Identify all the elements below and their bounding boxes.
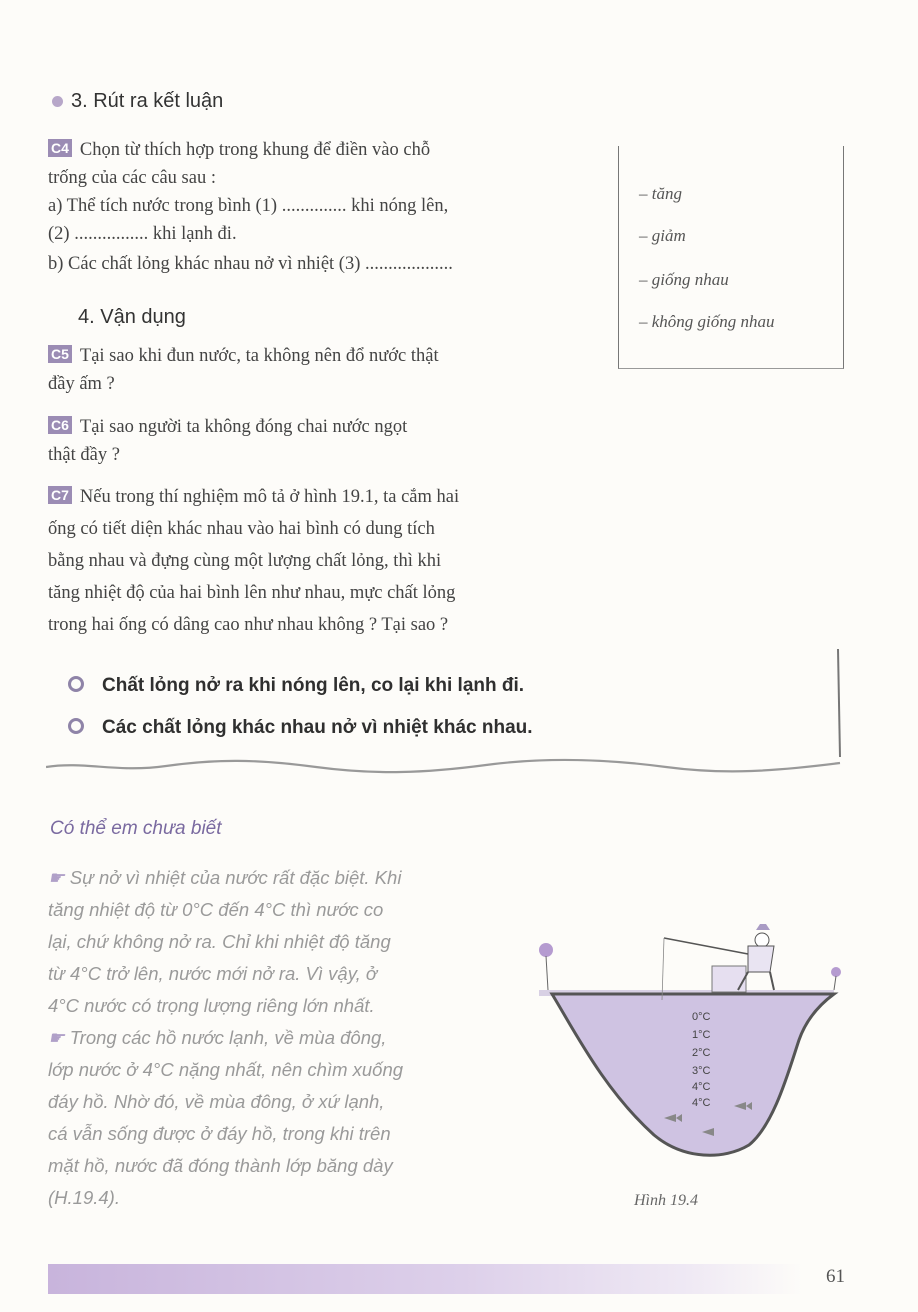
conclusion-2: Các chất lỏng khác nhau nở vì nhiệt khác nhau. [68,717,533,739]
c5-tag: C5 [48,345,72,363]
did-you-know-title: Có thể em chưa biết [50,818,222,839]
question-c6: C6 Tại sao người ta không đóng chai nước ngọt thật đầy ? [48,417,408,465]
temp-label: 0°C [692,1011,711,1023]
pointer-icon: ☛ [48,867,70,888]
did-you-know-text: ☛ Sự nở vì nhiệt của nước rất đặc biệt. Khi tăng nhiệt độ từ 0°C đến 4°C thì nước co lại, chứ không nở ra. Chỉ khi nhiệt độ tăng từ 4°C trở lên, nước mới nở ra. Vì vậy, ở 4°C nước có trọng lượng riêng lớn nhất. ☛ Trong các hồ nước lạnh, về mùa đông, lớp nước ở 4°C nặng nhất, nên chìm xuống đáy hồ. Nhờ đó, về mùa đông, ở xứ lạnh, cá vẫn sống được ở đáy hồ, trong khi trên mặt hồ, nước đã đóng thành lớp băng dày (H.19.4). [48,867,404,1208]
question-c7: C7 Nếu trong thí nghiệm mô tả ở hình 19.1, ta cắm hai ống có tiết diện khác nhau vào hai bình có dung tích bằng nhau và đựng cùng một lượng chất lỏng, thì khi tăng nhiệt độ của hai bình lên như nhau, mực chất lỏng trong hai ống có dâng cao như nhau không ? Tại sao ? [48,487,460,635]
temp-label: 4°C [692,1081,711,1093]
pointer-icon: ☛ [48,1027,70,1048]
bullet-icon [52,96,63,107]
word-option: – không giống nhau [639,312,775,331]
conclusion-1: Chất lỏng nở ra khi nóng lên, co lại khi lạnh đi. [68,675,524,697]
word-option: – giảm [639,226,686,245]
conclusion-frame [46,645,846,780]
c7-tag: C7 [48,486,72,504]
c6-tag: C6 [48,416,72,434]
temp-label: 4°C [692,1097,711,1109]
word-option: – giống nhau [639,270,729,289]
figure-lake [534,920,854,1170]
ring-bullet-icon [68,718,84,734]
section-4-heading: 4. Vận dụng [78,306,186,328]
c4-tag: C4 [48,139,72,157]
figure-caption: Hình 19.4 [634,1192,698,1209]
lake-illustration [534,920,854,1170]
temp-label: 2°C [692,1047,711,1059]
footer-band [48,1264,803,1294]
ring-bullet-icon [68,676,84,692]
word-choice-box [618,146,844,369]
section-3-heading: 3. Rút ra kết luận [52,90,223,113]
question-c4: C4 Chọn từ thích hợp trong khung để điền vào chỗ trống của các câu sau : a) Thể tích nước trong bình (1) .............. khi nóng lên, (2) ................ khi lạnh đi. b) Các chất lỏng khác nhau nở vì nhiệt (3) ................... [48,140,453,274]
temp-label: 3°C [692,1065,711,1077]
temp-label: 1°C [692,1029,711,1041]
word-option: – tăng [639,184,682,203]
conclusion-box [46,645,846,780]
question-c5: C5 Tại sao khi đun nước, ta không nên đổ nước thật đầy ấm ? [48,346,439,394]
page-number: 61 [826,1266,845,1287]
